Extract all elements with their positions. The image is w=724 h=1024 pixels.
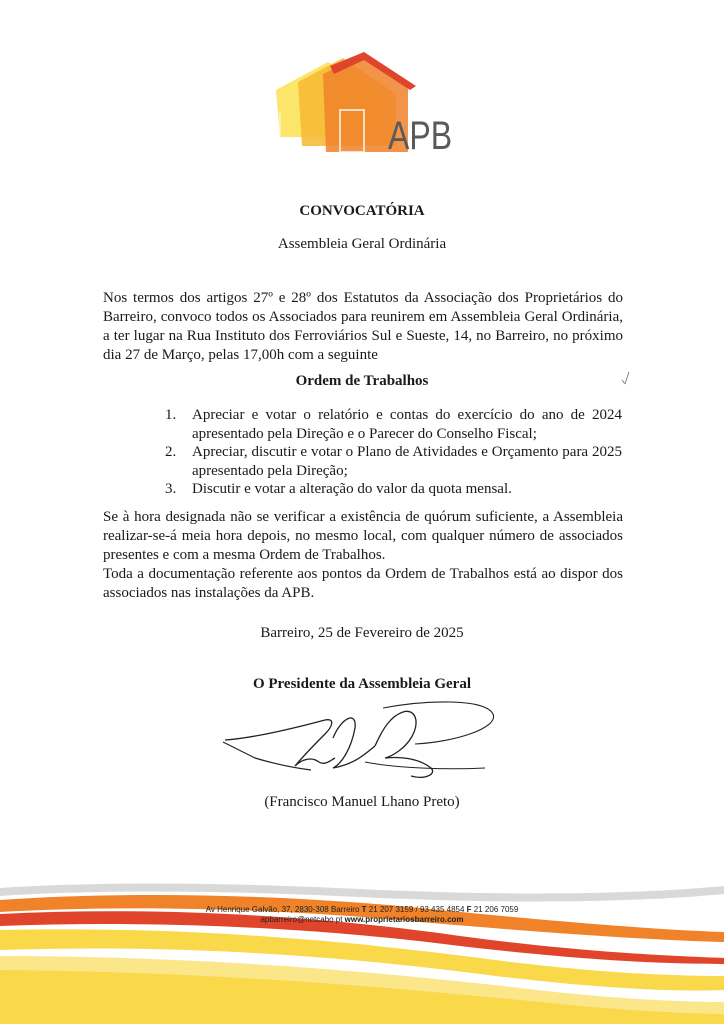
intro-paragraph: Nos termos dos artigos 27º e 28º dos Estatutos da Associação dos Proprietários do Barreiro, convoco todos os Associados para reunirem em Assembleia Geral Ordinária, a ter lugar na Rua Instituto dos Ferroviários Sul e Sueste, 14, no Barreiro, no próximo dia 27 de Março, pelas 17,00h com a seguinte	[103, 290, 623, 363]
footer-fax-label: F	[466, 905, 472, 914]
footer-contact-line	[0, 905, 724, 914]
agenda-title: Ordem de Trabalhos	[295, 373, 429, 389]
handwritten-signature	[215, 698, 505, 788]
footer-website[interactable]: www.proprietariosbarreiro.com	[344, 915, 464, 924]
agenda-item	[165, 406, 622, 443]
agenda-item-number: 1.	[165, 407, 177, 423]
footer-phone-label: T	[361, 905, 367, 914]
footer-fax: 21 206 7059	[473, 905, 519, 914]
apb-logo	[268, 52, 468, 164]
agenda-item-number: 2.	[165, 444, 177, 460]
footer-phone: 21 207 3159 / 93 435 4854	[368, 905, 465, 914]
agenda-item	[165, 443, 622, 480]
footer-address: Av Henrique Galvão, 37, 2830-308 Barreiro	[205, 905, 360, 914]
agenda-item-number: 3.	[165, 481, 177, 497]
agenda-item	[165, 480, 622, 499]
documentation-note: Toda a documentação referente aos pontos da Ordem de Trabalhos está ao dispor dos associados nas instalações da APB.	[103, 566, 623, 601]
signatory-role: O Presidente da Assembleia Geral	[252, 676, 472, 692]
notes-paragraph	[103, 508, 623, 603]
footer-web-line	[0, 915, 724, 924]
agenda-item-text: Apreciar, discutir e votar o Plano de Atividades e Orçamento para 2025 apresentado pela Direção;	[192, 444, 622, 479]
footer-email[interactable]: apbarreiro@netcabo.pt	[260, 915, 343, 924]
signatory-name: (Francisco Manuel Lhano Preto)	[264, 794, 460, 810]
logo-text: APB	[388, 114, 453, 158]
agenda-item-text: Discutir e votar a alteração do valor da quota mensal.	[192, 481, 512, 497]
agenda-item-text: Apreciar e votar o relatório e contas do exercício do ano de 2024 apresentado pela Direção e o Parecer do Conselho Fiscal;	[192, 407, 622, 442]
agenda-list	[165, 406, 622, 499]
document-subtitle: Assembleia Geral Ordinária	[277, 236, 447, 252]
footer-wave-decoration	[0, 860, 724, 1024]
quorum-note: Se à hora designada não se verificar a existência de quórum suficiente, a Assembleia realizar-se-á meia hora depois, no mesmo local, com qualquer número de associados presentes e com a mesma Ordem de Trabalhos.	[103, 509, 623, 563]
document-title: CONVOCATÓRIA	[299, 203, 425, 219]
handwritten-tick-icon	[620, 370, 632, 386]
date-line: Barreiro, 25 de Fevereiro de 2025	[260, 625, 464, 641]
